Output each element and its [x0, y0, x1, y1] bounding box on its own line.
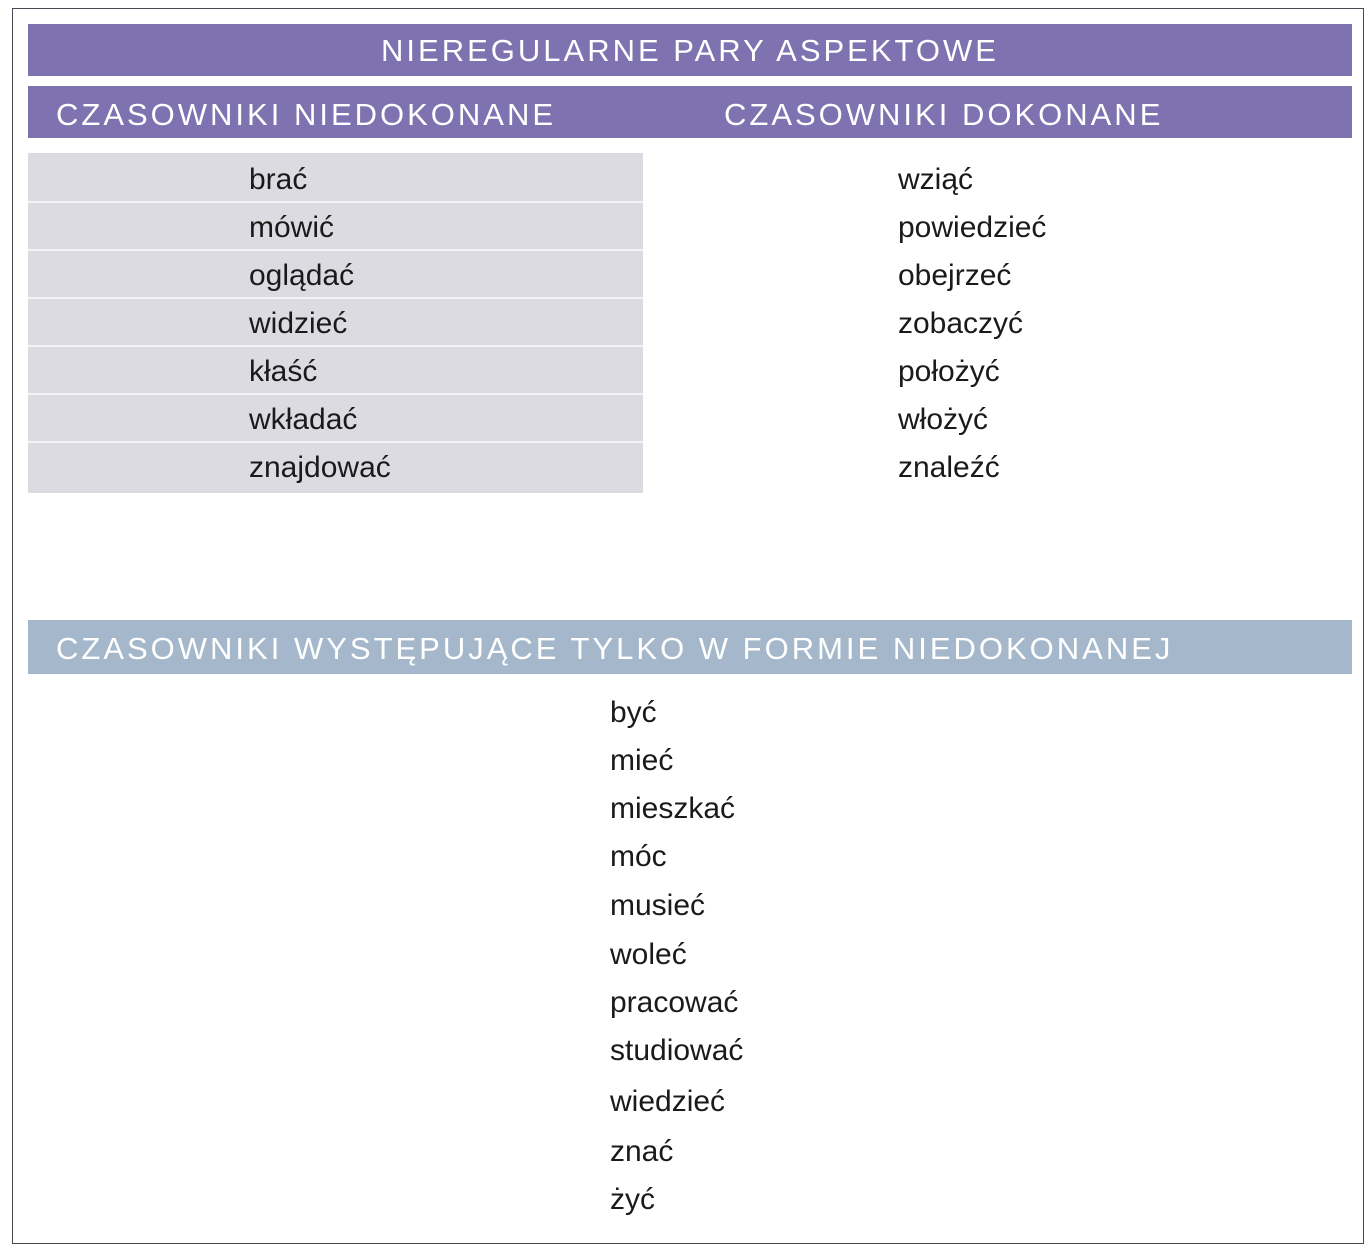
verb-pair-row	[28, 345, 1352, 393]
imperfective-column-header: CZASOWNIKI NIEDOKONANE	[56, 97, 557, 132]
perfective-verb: wziąć	[898, 163, 974, 196]
imperfective-only-verb: woleć	[610, 938, 687, 971]
imperfective-only-header-text: CZASOWNIKI WYSTĘPUJĄCE TYLKO W FORMIE NIEDOKONANEJ	[56, 631, 1174, 666]
imperfective-only-verb: być	[610, 696, 657, 729]
imperfective-only-verb: móc	[610, 840, 667, 873]
perfective-verb: włożyć	[898, 403, 989, 436]
imperfective-verb: oglądać	[249, 259, 355, 292]
verb-pair-row	[28, 153, 1352, 201]
imperfective-only-verb: znać	[610, 1135, 674, 1168]
imperfective-only-verb: musieć	[610, 889, 706, 922]
imperfective-only-header	[28, 620, 1352, 674]
perfective-column-header: CZASOWNIKI DOKONANE	[724, 97, 1164, 132]
imperfective-verb: widzieć	[249, 307, 348, 340]
imperfective-only-verb: wiedzieć	[610, 1085, 726, 1118]
perfective-verb: znaleźć	[898, 451, 1000, 484]
imperfective-verb: kłaść	[249, 355, 318, 388]
imperfective-only-verb: pracować	[610, 986, 739, 1019]
verb-pair-row	[28, 441, 1352, 489]
imperfective-verb: znajdować	[249, 451, 391, 484]
imperfective-only-verb: mieć	[610, 744, 674, 777]
verb-pair-row	[28, 297, 1352, 345]
imperfective-only-verb: żyć	[610, 1183, 655, 1216]
perfective-verb: powiedzieć	[898, 211, 1047, 244]
column-header-bar	[28, 86, 1352, 138]
perfective-verb: położyć	[898, 355, 1000, 388]
verb-pair-row	[28, 393, 1352, 441]
perfective-verb: obejrzeć	[898, 259, 1012, 292]
imperfective-verb: mówić	[249, 211, 335, 244]
table-title-text: NIEREGULARNE PARY ASPEKTOWE	[381, 33, 999, 68]
imperfective-verb: brać	[249, 163, 308, 196]
imperfective-verb: wkładać	[249, 403, 358, 436]
verb-pair-row	[28, 201, 1352, 249]
imperfective-only-verb: studiować	[610, 1034, 744, 1067]
table-title	[28, 24, 1352, 76]
perfective-verb: zobaczyć	[898, 307, 1024, 340]
imperfective-only-verb: mieszkać	[610, 792, 736, 825]
verb-pair-row	[28, 249, 1352, 297]
